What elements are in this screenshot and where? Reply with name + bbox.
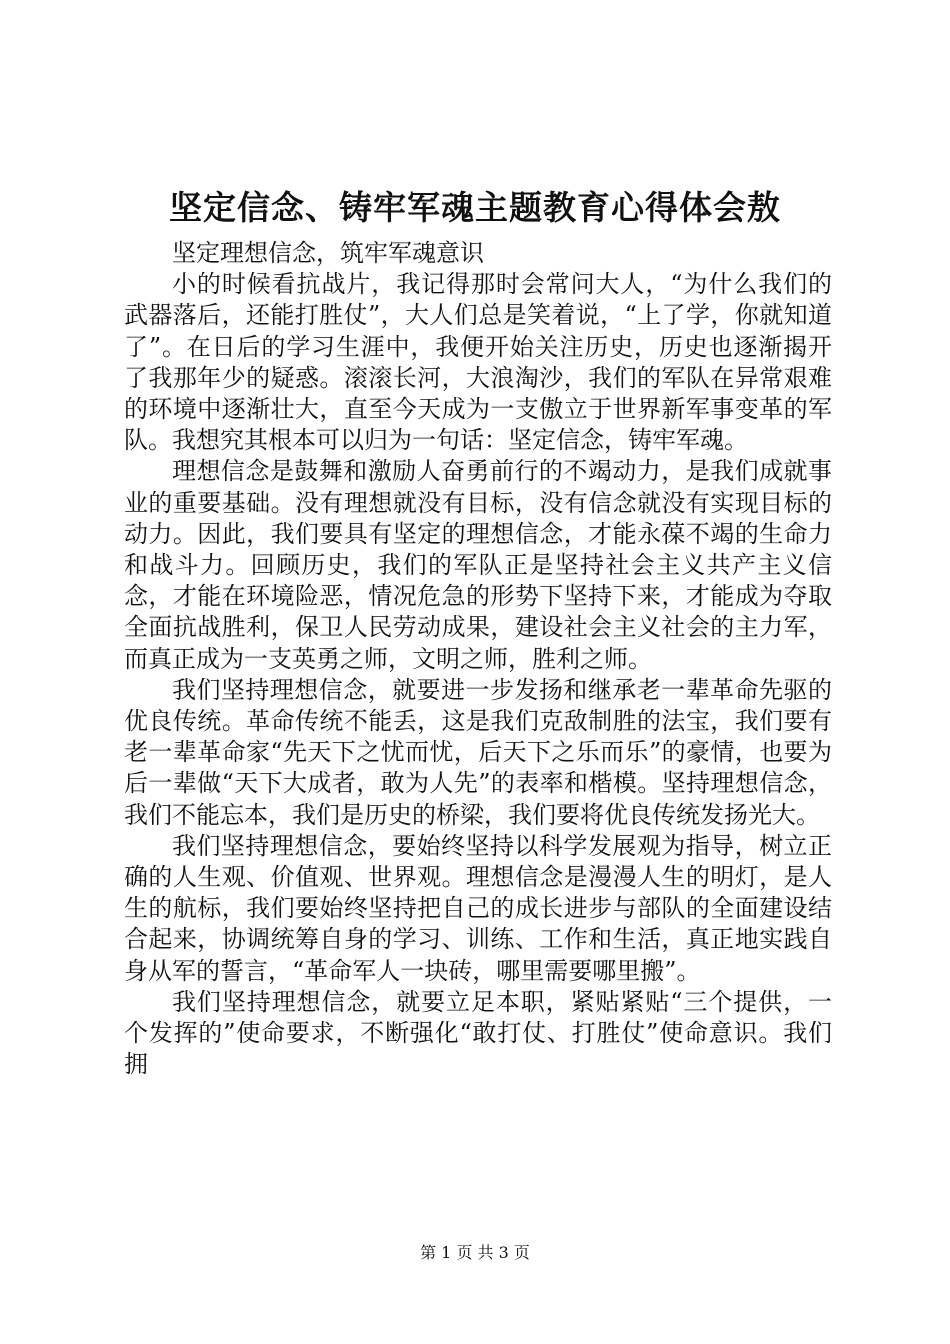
paragraph: 我们坚持理想信念，就要立足本职，紧贴紧贴“三个提供，一个发挥的”使命要求，不断强化“敢打仗、打胜仗”使命意识。我们拥 xyxy=(124,987,832,1079)
paragraph-subtitle: 坚定理想信念，筑牢军魂意识 xyxy=(172,239,484,267)
paragraph: 我们坚持理想信念，就要进一步发扬和继承老一辈革命先驱的优良传统。革命传统不能丢，这是我们克敌制胜的法宝，我们要有老一辈革命家“先天下之忧而忧，后天下之乐而乐”的豪情，也要为后一辈做“天下大成者，敢为人先”的表率和楷模。坚持理想信念，我们不能忘本，我们是历史的桥梁，我们要将优良传统发扬光大。 xyxy=(124,675,832,829)
document-title: 坚定信念、铸牢军魂主题教育心得体会敖 xyxy=(169,188,781,227)
paragraph: 我们坚持理想信念，要始终坚持以科学发展观为指导，树立正确的人生观、价值观、世界观。理想信念是漫漫人生的明灯，是人生的航标，我们要始终坚持把自己的成长进步与部队的全面建设结合起来，协调统筹自身的学习、训练、工作和生活，真正地实践自身从军的誓言，“革命军人一块砖，哪里需要哪里搬”。 xyxy=(124,831,832,985)
page-footer: 第 1 页 共 3 页 xyxy=(420,1243,530,1262)
document-body xyxy=(124,238,832,1080)
paragraph: 理想信念是鼓舞和激励人奋勇前行的不竭动力，是我们成就事业的重要基础。没有理想就没有目标，没有信念就没有实现目标的动力。因此，我们要具有坚定的理想信念，才能永葆不竭的生命力和战斗力。回顾历史，我们的军队正是坚持社会主义共产主义信念，才能在环境险恶，情况危急的形势下坚持下来，才能成为夺取全面抗战胜利，保卫人民劳动成果，建设社会主义社会的主力军，而真正成为一支英勇之师，文明之师，胜利之师。 xyxy=(124,457,832,673)
paragraph: 小的时候看抗战片，我记得那时会常问大人，“为什么我们的武器落后，还能打胜仗”，大人们总是笑着说，“上了学，你就知道了”。在日后的学习生涯中，我便开始关注历史，历史也逐渐揭开了我那年少的疑惑。滚滚长河，大浪淘沙，我们的军队在异常艰难的环境中逐渐壮大，直至今天成为一支傲立于世界新军事变革的军队。我想究其根本可以归为一句话：坚定信念，铸牢军魂。 xyxy=(124,270,832,455)
